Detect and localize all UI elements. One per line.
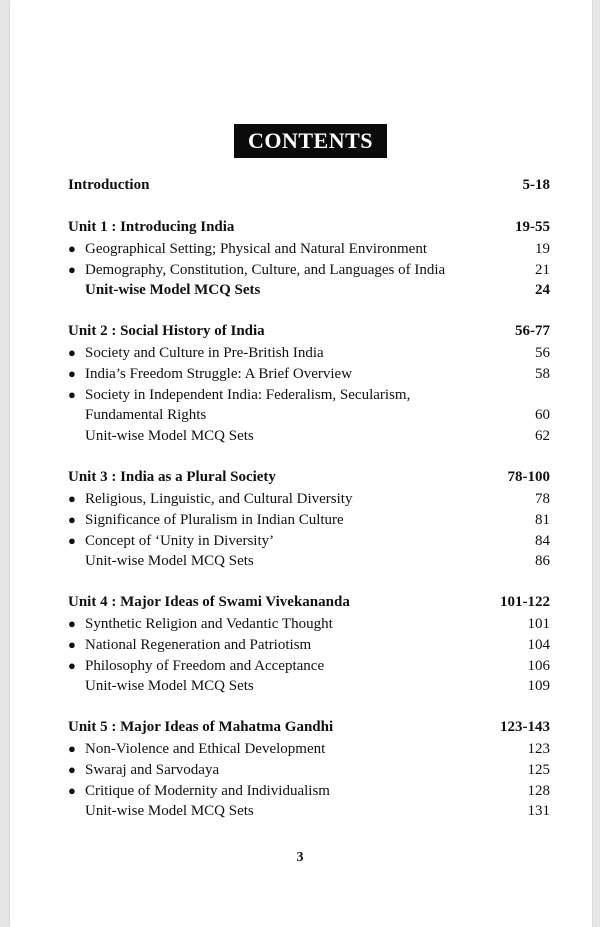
toc-item xyxy=(68,238,550,259)
toc-item-page: 123 xyxy=(527,741,550,757)
toc-item-label: National Regeneration and Patriotism xyxy=(85,637,312,653)
contents-title: CONTENTS xyxy=(234,124,387,158)
mcq-label: Unit-wise Model MCQ Sets xyxy=(85,803,254,819)
unit-title: Unit 1 : Introducing India xyxy=(68,219,235,235)
mcq-page: 62 xyxy=(535,428,550,444)
mcq-label: Unit-wise Model MCQ Sets xyxy=(85,282,261,298)
toc-item xyxy=(68,509,550,530)
bullet-icon: ● xyxy=(68,762,76,777)
toc-page: 5-18 xyxy=(522,177,550,193)
toc-item-label: Geographical Setting; Physical and Natural Environment xyxy=(85,241,427,257)
toc-item xyxy=(68,342,550,363)
toc-item xyxy=(68,634,550,655)
bullet-icon: ● xyxy=(68,366,76,381)
bullet-icon: ● xyxy=(68,658,76,673)
mcq-label: Unit-wise Model MCQ Sets xyxy=(85,678,254,694)
toc-item xyxy=(68,780,550,801)
toc-label: Introduction xyxy=(68,177,150,193)
toc-item-label: Fundamental Rights xyxy=(85,407,207,423)
mcq-label: Unit-wise Model MCQ Sets xyxy=(85,428,254,444)
toc-item-page: 81 xyxy=(535,512,550,528)
book-page xyxy=(10,0,592,927)
bullet-icon: ● xyxy=(68,387,76,402)
toc-item xyxy=(68,655,550,676)
bullet-icon: ● xyxy=(68,241,76,256)
toc-mcq xyxy=(68,551,550,572)
toc-item xyxy=(68,384,550,405)
toc-item-page: 56 xyxy=(535,345,550,361)
mcq-page: 109 xyxy=(527,678,550,694)
toc-item-label: Philosophy of Freedom and Acceptance xyxy=(85,658,325,674)
toc-item-page: 19 xyxy=(535,241,550,257)
toc-item-page: 106 xyxy=(527,658,550,674)
toc-item xyxy=(68,488,550,509)
toc-item xyxy=(68,613,550,634)
toc-item-label: Non-Violence and Ethical Development xyxy=(85,741,326,757)
toc-item-page: 125 xyxy=(527,762,550,778)
bullet-icon: ● xyxy=(68,345,76,360)
toc-item xyxy=(68,259,550,280)
toc-item-label: Society in Independent India: Federalism, Secularism, xyxy=(85,387,411,403)
toc-item-page: 78 xyxy=(535,491,550,507)
unit-title: Unit 5 : Major Ideas of Mahatma Gandhi xyxy=(68,719,334,735)
unit-pages: 19-55 xyxy=(515,219,550,235)
unit-heading xyxy=(68,592,550,613)
unit-title: Unit 2 : Social History of India xyxy=(68,323,265,339)
toc-item-page: 104 xyxy=(527,637,550,653)
mcq-label: Unit-wise Model MCQ Sets xyxy=(85,553,254,569)
toc-mcq xyxy=(68,426,550,447)
toc-item-label: Religious, Linguistic, and Cultural Diversity xyxy=(85,491,353,507)
bullet-icon: ● xyxy=(68,533,76,548)
unit-heading xyxy=(68,717,550,738)
bullet-icon: ● xyxy=(68,512,76,527)
toc-mcq xyxy=(68,801,550,822)
toc-item-label: Critique of Modernity and Individualism xyxy=(85,783,330,799)
unit-heading xyxy=(68,467,550,488)
toc-item-label: Significance of Pluralism in Indian Culture xyxy=(85,512,344,528)
unit-heading xyxy=(68,217,550,238)
toc-mcq xyxy=(68,280,550,301)
toc-mcq xyxy=(68,676,550,697)
toc-item-page: 58 xyxy=(535,366,550,382)
unit-title: Unit 4 : Major Ideas of Swami Vivekananda xyxy=(68,594,350,610)
toc-item xyxy=(68,759,550,780)
toc-item-label: Demography, Constitution, Culture, and Languages of India xyxy=(85,262,446,278)
bullet-icon: ● xyxy=(68,616,76,631)
bullet-icon: ● xyxy=(68,783,76,798)
toc-item-page: 128 xyxy=(527,783,550,799)
page-number: 3 xyxy=(296,850,304,865)
unit-pages: 78-100 xyxy=(507,469,550,485)
unit-pages: 123-143 xyxy=(500,719,550,735)
bullet-icon: ● xyxy=(68,637,76,652)
toc-item xyxy=(68,363,550,384)
toc-item-label: India’s Freedom Struggle: A Brief Overview xyxy=(85,366,353,382)
toc-item-label: Swaraj and Sarvodaya xyxy=(85,762,220,778)
mcq-page: 24 xyxy=(535,282,550,298)
bullet-icon: ● xyxy=(68,262,76,277)
bullet-icon: ● xyxy=(68,741,76,756)
unit-pages: 101-122 xyxy=(500,594,550,610)
bullet-icon: ● xyxy=(68,491,76,506)
unit-heading xyxy=(68,321,550,342)
toc-item-label: Concept of ‘Unity in Diversity’ xyxy=(85,533,275,549)
toc-item xyxy=(68,738,550,759)
toc-item-label: Society and Culture in Pre-British India xyxy=(85,345,324,361)
toc-item-page: 21 xyxy=(535,262,550,278)
toc-introduction xyxy=(68,175,550,196)
toc-item-label: Synthetic Religion and Vedantic Thought xyxy=(85,616,333,632)
toc-item-page: 60 xyxy=(535,407,550,423)
toc-item-page: 101 xyxy=(527,616,550,632)
toc-item-continued xyxy=(68,405,550,426)
toc-item xyxy=(68,530,550,551)
toc-item-page: 84 xyxy=(535,533,550,549)
unit-title: Unit 3 : India as a Plural Society xyxy=(68,469,276,485)
mcq-page: 131 xyxy=(527,803,550,819)
unit-pages: 56-77 xyxy=(515,323,550,339)
mcq-page: 86 xyxy=(535,553,550,569)
